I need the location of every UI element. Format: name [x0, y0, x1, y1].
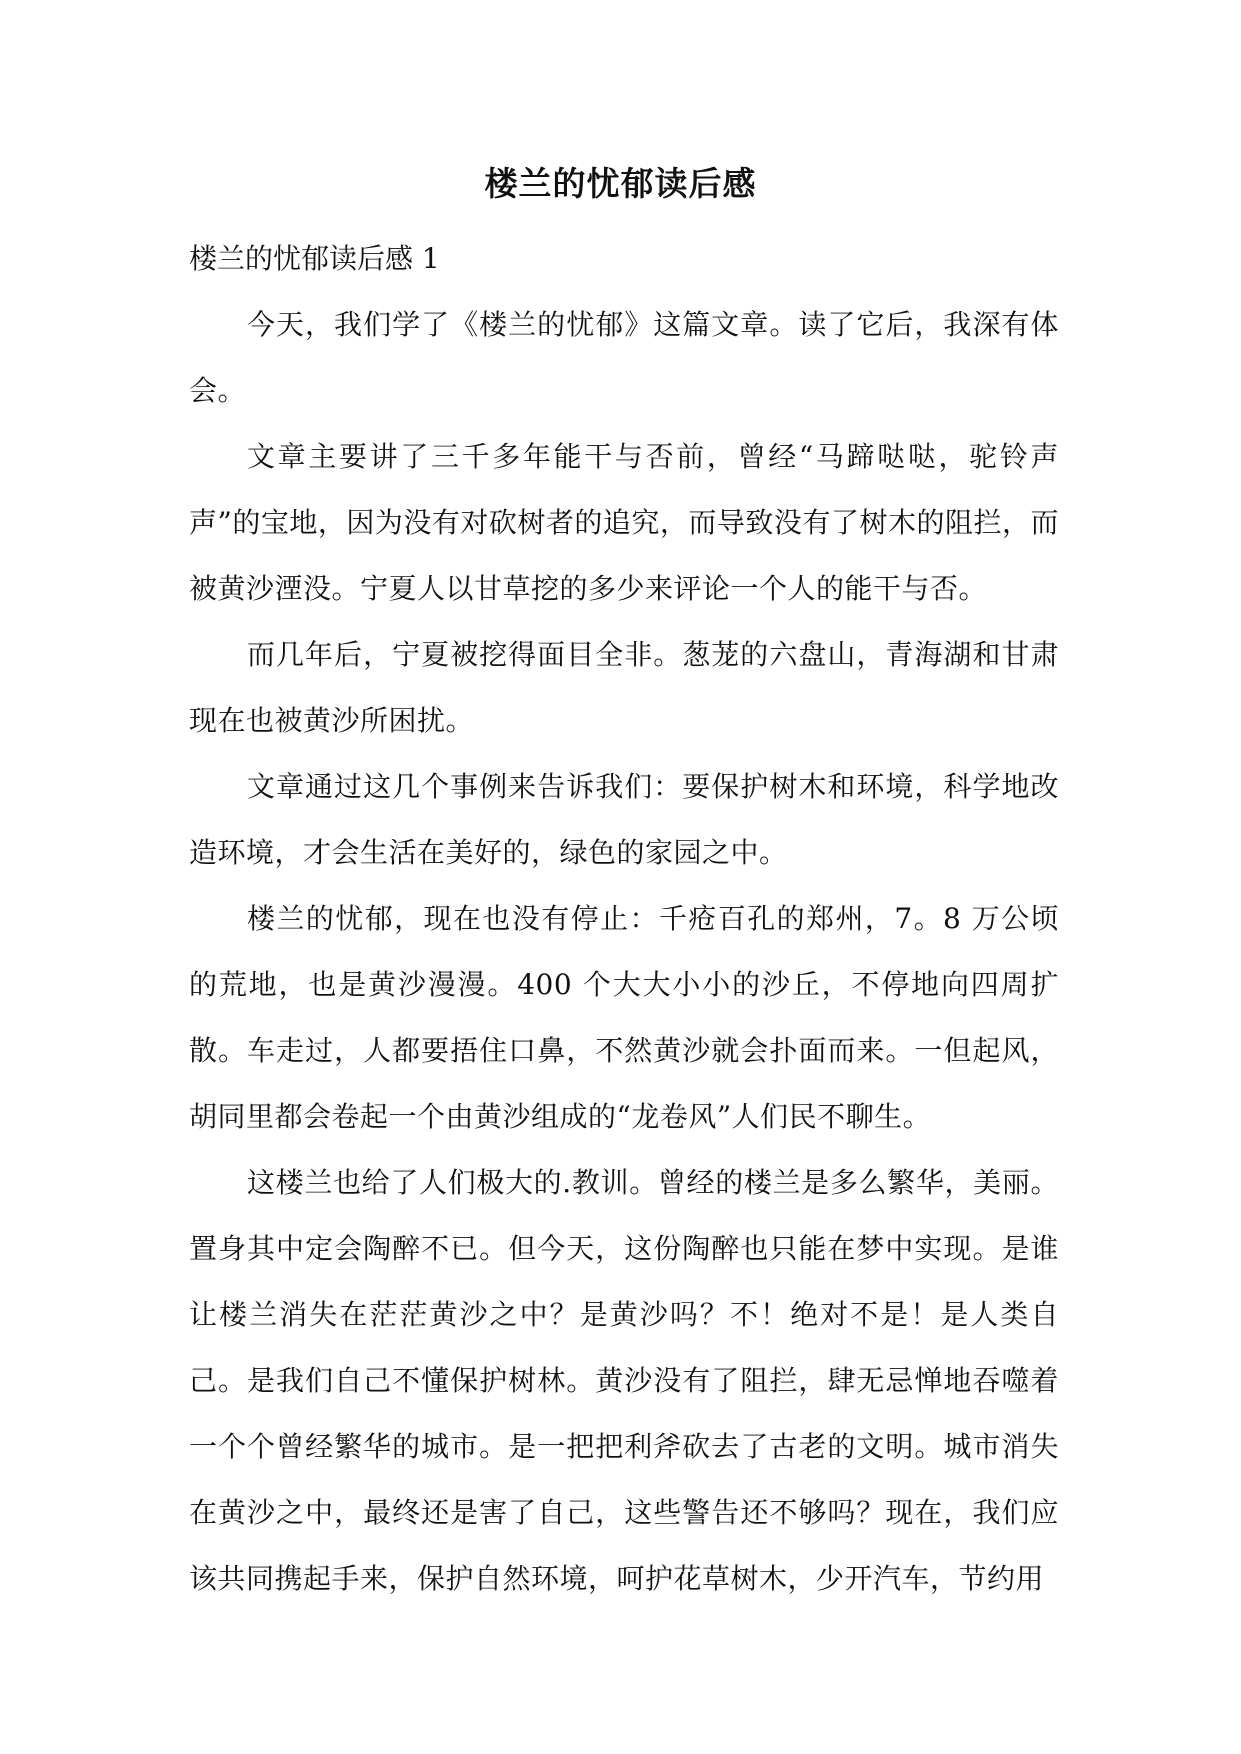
body-paragraph: 文章主要讲了三千多年能干与否前，曾经“马蹄哒哒，驼铃声声”的宝地，因为没有对砍树者的追究，而导致没有了树木的阻拦，而被黄沙湮没。宁夏人以甘草挖的多少来评论一个人的能干与否。	[189, 440, 1059, 605]
section-subheading: 楼兰的忧郁读后感 1	[189, 242, 440, 275]
body-paragraph: 楼兰的忧郁，现在也没有停止：千疮百孔的郑州，7。8 万公顷的荒地，也是黄沙漫漫。400 个大大小小的沙丘，不停地向四周扩散。车走过，人都要捂住口鼻，不然黄沙就会扑面而来。一但起风，胡同里都会卷起一个由黄沙组成的“龙卷风”人们民不聊生。	[189, 902, 1059, 1133]
body-paragraph: 今天，我们学了《楼兰的忧郁》这篇文章。读了它后，我深有体会。	[189, 308, 1059, 407]
body-paragraph: 这楼兰也给了人们极大的.教训。曾经的楼兰是多么繁华，美丽。置身其中定会陶醉不已。但今天，这份陶醉也只能在梦中实现。是谁让楼兰消失在茫茫黄沙之中？是黄沙吗？不！绝对不是！是人类自己。是我们自己不懂保护树林。黄沙没有了阻拦，肆无忌惮地吞噬着一个个曾经繁华的城市。是一把把利斧砍去了古老的文明。城市消失在黄沙之中，最终还是害了自己，这些警告还不够吗？现在，我们应该共同携起手来，保护自然环境，呵护花草树木，少开汽车，节约用	[189, 1166, 1059, 1595]
document-body	[189, 226, 1059, 1612]
body-paragraph: 文章通过这几个事例来告诉我们：要保护树木和环境，科学地改造环境，才会生活在美好的，绿色的家园之中。	[189, 770, 1059, 869]
body-paragraph: 而几年后，宁夏被挖得面目全非。葱茏的六盘山，青海湖和甘肃现在也被黄沙所困扰。	[189, 638, 1059, 737]
document-title: 楼兰的忧郁读后感	[484, 164, 757, 203]
